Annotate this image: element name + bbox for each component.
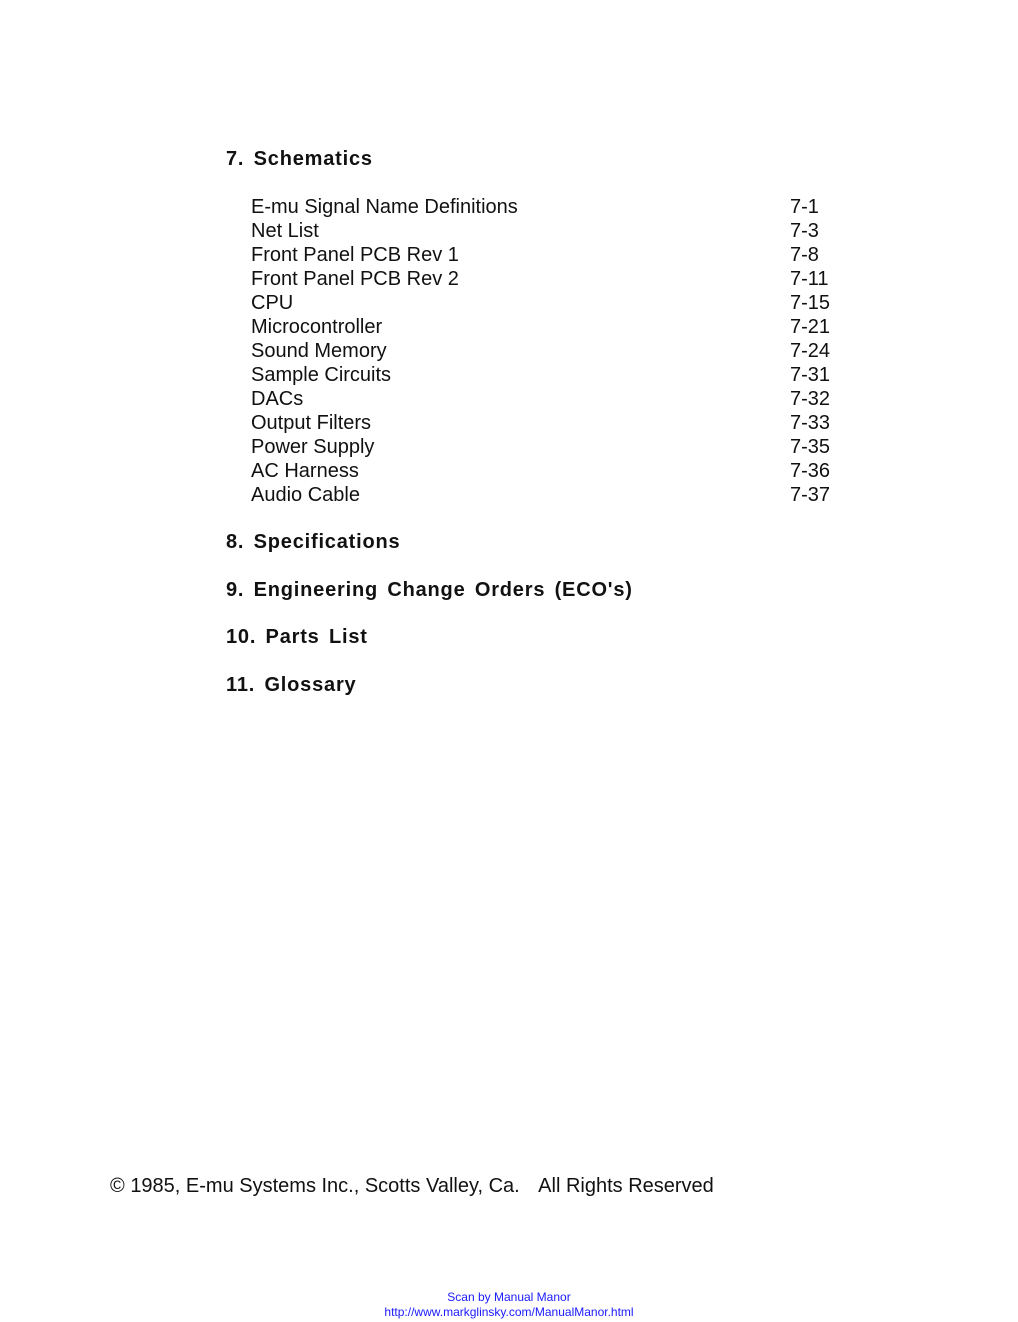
section-11-heading: 11. Glossary [226, 674, 357, 696]
toc-entry-title: Audio Cable [251, 484, 360, 506]
toc-entry [251, 195, 851, 219]
toc-entry [251, 459, 851, 483]
copyright-text: 1985, E-mu Systems Inc., Scotts Valley, Ca. [130, 1175, 520, 1197]
toc-entry-page: 7-3 [790, 220, 819, 242]
scan-credit-link[interactable]: http://www.markglinsky.com/ManualManor.html [384, 1305, 634, 1319]
toc-entry-page: 7-36 [790, 460, 831, 482]
toc-entry-page: 7-33 [790, 412, 831, 434]
section-7-heading: 7. Schematics [226, 148, 373, 170]
copyright-symbol: © [110, 1175, 125, 1197]
toc-entry-title: CPU [251, 292, 294, 314]
toc-entry-page: 7-15 [790, 292, 831, 314]
toc-entry [251, 411, 851, 435]
section-8-heading: 8. Specifications [226, 531, 401, 553]
toc-entry-title: Sample Circuits [251, 364, 392, 386]
toc-entry-title: AC Harness [251, 460, 359, 482]
toc-entry-page: 7-21 [790, 316, 831, 338]
toc-entry [251, 291, 851, 315]
section-7-toc [251, 195, 851, 507]
toc-entry-title: Front Panel PCB Rev 2 [251, 268, 459, 290]
copyright-rights: All Rights Reserved [538, 1175, 714, 1197]
toc-entry-title: Sound Memory [251, 340, 387, 362]
toc-entry-title: Power Supply [251, 436, 375, 458]
scan-credit [0, 1290, 1018, 1320]
toc-entry-title: DACs [251, 388, 304, 410]
toc-entry [251, 363, 851, 387]
toc-entry [251, 339, 851, 363]
scan-credit-line: Scan by Manual Manor [447, 1290, 571, 1304]
toc-entry-title: Microcontroller [251, 316, 383, 338]
toc-entry [251, 267, 851, 291]
toc-entry-page: 7-11 [790, 268, 829, 290]
toc-entry-page: 7-37 [790, 484, 831, 506]
section-10-heading: 10. Parts List [226, 626, 368, 648]
toc-entry-page: 7-1 [790, 196, 819, 218]
toc-entry-title: E-mu Signal Name Definitions [251, 196, 518, 218]
toc-entry-title: Net List [251, 220, 319, 242]
toc-entry [251, 243, 851, 267]
toc-entry [251, 315, 851, 339]
toc-entry-page: 7-31 [790, 364, 831, 386]
toc-entry-page: 7-8 [790, 244, 819, 266]
toc-entry [251, 219, 851, 243]
toc-entry [251, 435, 851, 459]
section-9-heading: 9. Engineering Change Orders (ECO's) [226, 579, 633, 601]
toc-entry [251, 387, 851, 411]
copyright-notice [110, 1175, 714, 1198]
toc-entry-title: Front Panel PCB Rev 1 [251, 244, 459, 266]
toc-entry-page: 7-24 [790, 340, 831, 362]
toc-entry [251, 483, 851, 507]
toc-entry-title: Output Filters [251, 412, 372, 434]
toc-entry-page: 7-35 [790, 436, 831, 458]
toc-entry-page: 7-32 [790, 388, 831, 410]
